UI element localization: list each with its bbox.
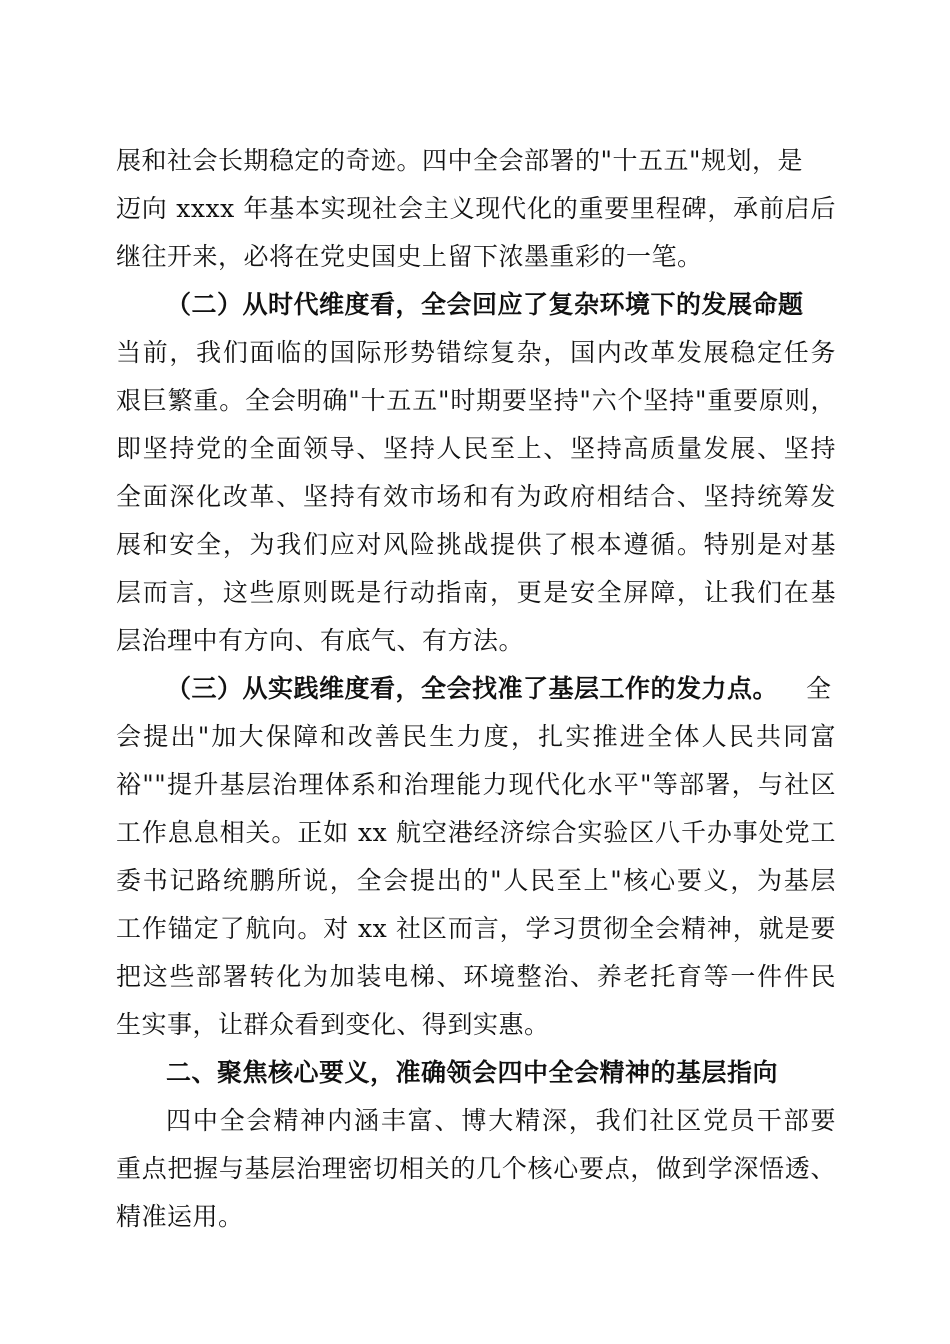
paragraph-line: 展和安全，为我们应对风险挑战提供了根本遵循。特别是对基: [116, 530, 836, 559]
paragraph-line: 层治理中有方向、有底气、有方法。: [116, 626, 525, 655]
paragraph-line: 迈向 xxxx 年基本实现社会主义现代化的重要里程碑，承前启后: [116, 194, 836, 223]
section-heading: （三）从实践维度看，全会找准了基层工作的发力点。: [166, 674, 779, 703]
paragraph-line: 委书记路统鹏所说，全会提出的"人民至上"核心要义，为基层: [116, 866, 836, 895]
section-heading: （二）从时代维度看，全会回应了复杂环境下的发展命题: [166, 290, 804, 319]
paragraph-line: 生实事，让群众看到变化、得到实惠。: [116, 1010, 550, 1039]
chapter-heading: 二、聚焦核心要义，准确领会四中全会精神的基层指向: [166, 1058, 779, 1087]
paragraph-line: 全面深化改革、坚持有效市场和有为政府相结合、坚持统筹发: [116, 482, 836, 511]
paragraph-line: 工作锚定了航向。对 xx 社区而言，学习贯彻全会精神，就是要: [116, 914, 836, 943]
paragraph-line: 会提出"加大保障和改善民生力度，扎实推进全体人民共同富: [116, 722, 836, 751]
paragraph-line: 展和社会长期稳定的奇迹。四中全会部署的"十五五"规划，是: [116, 146, 804, 175]
paragraph-line: 精准运用。: [116, 1202, 244, 1231]
paragraph-line: 裕""提升基层治理体系和治理能力现代化水平"等部署，与社区: [116, 770, 836, 799]
paragraph-text: 全: [806, 674, 832, 703]
paragraph-line: 艰巨繁重。全会明确"十五五"时期要坚持"六个坚持"重要原则，: [116, 386, 836, 415]
paragraph-line: 工作息息相关。正如 xx 航空港经济综合实验区八千办事处党工: [116, 818, 836, 847]
paragraph-line: 层而言，这些原则既是行动指南，更是安全屏障，让我们在基: [116, 578, 836, 607]
paragraph-line: 当前，我们面临的国际形势错综复杂，国内改革发展稳定任务: [116, 338, 836, 367]
paragraph-line: 四中全会精神内涵丰富、博大精深，我们社区党员干部要: [166, 1106, 836, 1135]
paragraph-line: 即坚持党的全面领导、坚持人民至上、坚持高质量发展、坚持: [116, 434, 836, 463]
paragraph-line: 继往开来，必将在党史国史上留下浓墨重彩的一笔。: [116, 242, 703, 271]
paragraph-line: 重点把握与基层治理密切相关的几个核心要点，做到学深悟透、: [116, 1154, 836, 1183]
paragraph-line: 把这些部署转化为加装电梯、环境整治、养老托育等一件件民: [116, 962, 836, 991]
